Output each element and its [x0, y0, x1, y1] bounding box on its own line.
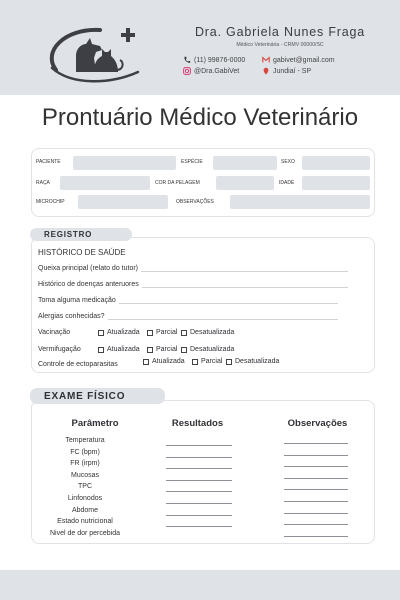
patient-field[interactable] — [73, 156, 176, 170]
exam-parameter: Linfonodos — [67, 495, 103, 502]
question-label: Alergias conhecidas? — [38, 313, 105, 320]
microchip-label: MICROCHIP — [36, 199, 65, 205]
vet-pets-logo — [42, 22, 142, 84]
observation-line[interactable] — [284, 489, 348, 490]
checkbox[interactable] — [181, 330, 187, 336]
answer-line[interactable] — [141, 265, 348, 272]
result-line[interactable] — [166, 491, 232, 492]
deworming-label: Vermifugação — [38, 346, 81, 353]
exame-fisico-tab: EXAME FÍSICO — [30, 388, 165, 404]
contact-phone — [183, 56, 245, 64]
ectoparasite-option-outdated[interactable] — [226, 358, 279, 365]
vaccination-option-outdated[interactable] — [181, 329, 234, 336]
sex-label: SEXO — [281, 159, 295, 165]
checkbox[interactable] — [147, 347, 153, 353]
question-label: Histórico de doenças anteruores — [38, 281, 139, 288]
exam-parameter: Temperatura — [65, 437, 105, 444]
result-line[interactable] — [166, 468, 232, 469]
exam-parameter: Abdome — [71, 506, 99, 514]
exam-parameter: Estado nutricional — [57, 518, 113, 526]
exam-parameter: FC (bpm) — [70, 448, 100, 456]
contact-email — [262, 56, 335, 64]
vaccination-option-partial[interactable] — [147, 329, 177, 336]
vaccination-label: Vacinação — [38, 329, 71, 336]
question-label: Toma alguma medicação — [38, 297, 116, 304]
option-label: Atualizada — [152, 358, 185, 365]
answer-line[interactable] — [119, 297, 338, 304]
patient-label: PACIENTE — [36, 159, 61, 165]
doctor-credential: Médico Veterinária - CRMV 00000/SC — [236, 42, 324, 48]
vaccination-option-updated[interactable] — [98, 329, 140, 336]
checkbox[interactable] — [98, 330, 104, 336]
option-label: Parcial — [156, 346, 178, 353]
column-observations: Observações — [287, 418, 348, 429]
ectoparasite-option-partial[interactable] — [192, 358, 222, 365]
sex-field[interactable] — [302, 156, 370, 170]
breed-field[interactable] — [60, 176, 150, 190]
deworming-option-updated[interactable] — [98, 346, 140, 353]
answer-line[interactable] — [142, 281, 348, 288]
age-label: IDADE — [279, 180, 295, 186]
doctor-name: Dra. Gabriela Nunes Fraga — [194, 25, 366, 39]
ectoparasite-option-updated[interactable] — [143, 358, 185, 365]
breed-label: RAÇA — [36, 180, 50, 186]
exam-parameter: Nivel de dor percebida — [49, 529, 121, 537]
question-row — [38, 265, 348, 272]
health-history-title: HISTÓRICO DE SAÚDE — [38, 248, 126, 257]
observation-line[interactable] — [284, 524, 348, 525]
phone-icon — [183, 56, 191, 64]
observation-line[interactable] — [284, 455, 348, 456]
answer-line[interactable] — [108, 313, 338, 320]
question-row — [38, 281, 348, 288]
email-text: gabivet@gmail.com — [273, 56, 335, 64]
column-parameter: Parâmetro — [71, 418, 119, 429]
deworming-option-partial[interactable] — [147, 346, 177, 353]
result-line[interactable] — [166, 445, 232, 446]
option-label: Parcial — [156, 329, 178, 336]
location-text: Jundiaí - SP — [273, 67, 312, 75]
contact-instagram — [183, 67, 239, 75]
option-label: Parcial — [201, 358, 223, 365]
checkbox[interactable] — [143, 359, 149, 365]
observation-line[interactable] — [284, 466, 348, 467]
question-row — [38, 297, 338, 304]
microchip-field[interactable] — [78, 195, 168, 209]
question-label: Queixa principal (relato do tutor) — [38, 265, 138, 272]
page-title: Prontuário Médico Veterinário — [41, 104, 359, 131]
registro-tab: REGISTRO — [30, 228, 132, 241]
species-field[interactable] — [213, 156, 277, 170]
option-label: Atualizada — [107, 329, 140, 336]
result-line[interactable] — [166, 515, 232, 516]
ectoparasite-label: Controle de ectoparasitas — [38, 361, 118, 368]
notes-label: OBSERVAÇÕES — [176, 199, 214, 205]
age-field[interactable] — [302, 176, 370, 190]
column-results: Resultados — [171, 418, 224, 429]
species-label: ESPÉCIE — [181, 159, 203, 165]
option-label: Desatualizada — [190, 329, 235, 336]
question-row — [38, 313, 338, 320]
observation-line[interactable] — [284, 443, 348, 444]
exam-parameter: FR (irpm) — [70, 460, 100, 468]
gmail-icon — [262, 56, 270, 64]
contact-location — [262, 67, 311, 75]
checkbox[interactable] — [98, 347, 104, 353]
footer-band — [0, 570, 400, 600]
option-label: Desatualizada — [235, 358, 280, 365]
location-pin-icon — [262, 67, 270, 75]
checkbox[interactable] — [147, 330, 153, 336]
instagram-text: @Dra.GabiVet — [194, 67, 240, 75]
exam-parameter: Mucosas — [70, 471, 99, 479]
coat-color-field[interactable] — [216, 176, 274, 190]
result-line[interactable] — [166, 503, 232, 504]
result-line[interactable] — [166, 480, 232, 481]
exam-parameter: TPC — [78, 483, 92, 491]
phone-text: (11) 99876-0000 — [194, 56, 246, 64]
result-line[interactable] — [166, 457, 232, 458]
result-line[interactable] — [166, 526, 232, 527]
observation-line[interactable] — [284, 478, 348, 479]
checkbox[interactable] — [192, 359, 198, 365]
notes-field[interactable] — [230, 195, 370, 209]
observation-line[interactable] — [284, 513, 348, 514]
instagram-icon — [183, 67, 191, 75]
checkbox[interactable] — [226, 359, 232, 365]
deworming-option-outdated[interactable] — [181, 346, 234, 353]
checkbox[interactable] — [181, 347, 187, 353]
option-label: Atualizada — [107, 346, 140, 353]
coat-color-label: COR DA PELAGEM — [155, 180, 200, 186]
option-label: Desatualizada — [190, 346, 235, 353]
observation-line[interactable] — [284, 501, 348, 502]
observation-line[interactable] — [284, 536, 348, 537]
